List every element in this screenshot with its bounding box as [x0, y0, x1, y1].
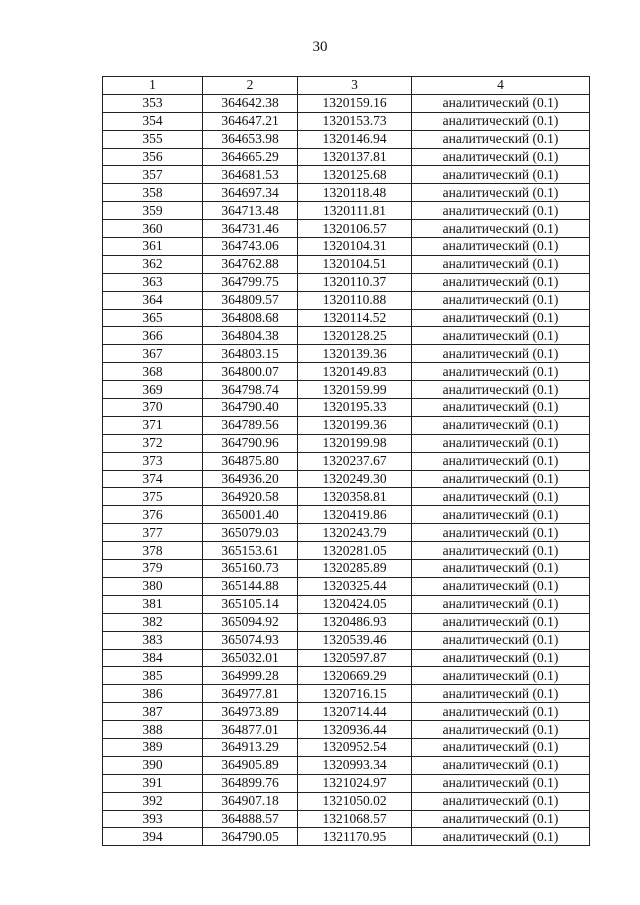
y-coordinate-cell: 1320195.33 [298, 399, 412, 417]
x-coordinate-cell: 364665.29 [203, 148, 298, 166]
point-number-cell: 376 [103, 506, 203, 524]
y-coordinate-cell: 1320249.30 [298, 470, 412, 488]
table-row [103, 542, 590, 560]
point-number-cell: 354 [103, 112, 203, 130]
table-row [103, 399, 590, 417]
method-cell: аналитический (0.1) [412, 506, 590, 524]
method-cell: аналитический (0.1) [412, 524, 590, 542]
y-coordinate-cell: 1320597.87 [298, 649, 412, 667]
table-row [103, 345, 590, 363]
y-coordinate-cell: 1320199.98 [298, 434, 412, 452]
method-cell: аналитический (0.1) [412, 452, 590, 470]
table-row [103, 273, 590, 291]
y-coordinate-cell: 1320106.57 [298, 220, 412, 238]
point-number-cell: 378 [103, 542, 203, 560]
method-cell: аналитический (0.1) [412, 721, 590, 739]
method-cell: аналитический (0.1) [412, 381, 590, 399]
table-row [103, 327, 590, 345]
point-number-cell: 367 [103, 345, 203, 363]
table-row [103, 381, 590, 399]
y-coordinate-cell: 1320118.48 [298, 184, 412, 202]
method-cell: аналитический (0.1) [412, 810, 590, 828]
x-coordinate-cell: 365105.14 [203, 595, 298, 613]
method-cell: аналитический (0.1) [412, 166, 590, 184]
point-number-cell: 374 [103, 470, 203, 488]
y-coordinate-cell: 1320281.05 [298, 542, 412, 560]
point-number-cell: 360 [103, 220, 203, 238]
column-header-2: 2 [203, 77, 298, 95]
method-cell: аналитический (0.1) [412, 130, 590, 148]
point-number-cell: 384 [103, 649, 203, 667]
table-row [103, 703, 590, 721]
method-cell: аналитический (0.1) [412, 148, 590, 166]
method-cell: аналитический (0.1) [412, 577, 590, 595]
page-number: 30 [312, 39, 328, 55]
y-coordinate-cell: 1320952.54 [298, 738, 412, 756]
column-header-3: 3 [298, 77, 412, 95]
point-number-cell: 370 [103, 399, 203, 417]
y-coordinate-cell: 1320159.16 [298, 94, 412, 112]
table-row [103, 184, 590, 202]
y-coordinate-cell: 1320199.36 [298, 416, 412, 434]
method-cell: аналитический (0.1) [412, 774, 590, 792]
table-body [103, 94, 590, 845]
table-row [103, 738, 590, 756]
y-coordinate-cell: 1320993.34 [298, 756, 412, 774]
point-number-cell: 393 [103, 810, 203, 828]
method-cell: аналитический (0.1) [412, 327, 590, 345]
point-number-cell: 380 [103, 577, 203, 595]
point-number-cell: 356 [103, 148, 203, 166]
column-header-4: 4 [412, 77, 590, 95]
x-coordinate-cell: 364731.46 [203, 220, 298, 238]
x-coordinate-cell: 365160.73 [203, 560, 298, 578]
point-number-cell: 388 [103, 721, 203, 739]
y-coordinate-cell: 1320104.51 [298, 255, 412, 273]
method-cell: аналитический (0.1) [412, 94, 590, 112]
x-coordinate-cell: 364803.15 [203, 345, 298, 363]
y-coordinate-cell: 1320139.36 [298, 345, 412, 363]
table-row [103, 560, 590, 578]
x-coordinate-cell: 364681.53 [203, 166, 298, 184]
y-coordinate-cell: 1320539.46 [298, 631, 412, 649]
x-coordinate-cell: 364905.89 [203, 756, 298, 774]
table-header [103, 77, 590, 95]
method-cell: аналитический (0.1) [412, 595, 590, 613]
point-number-cell: 390 [103, 756, 203, 774]
x-coordinate-cell: 365001.40 [203, 506, 298, 524]
method-cell: аналитический (0.1) [412, 363, 590, 381]
x-coordinate-cell: 364809.57 [203, 291, 298, 309]
x-coordinate-cell: 364713.48 [203, 202, 298, 220]
x-coordinate-cell: 365144.88 [203, 577, 298, 595]
y-coordinate-cell: 1320237.67 [298, 452, 412, 470]
table-row [103, 166, 590, 184]
point-number-cell: 392 [103, 792, 203, 810]
point-number-cell: 368 [103, 363, 203, 381]
table-row [103, 685, 590, 703]
x-coordinate-cell: 364642.38 [203, 94, 298, 112]
method-cell: аналитический (0.1) [412, 488, 590, 506]
y-coordinate-cell: 1320137.81 [298, 148, 412, 166]
point-number-cell: 394 [103, 828, 203, 846]
table-row [103, 434, 590, 452]
x-coordinate-cell: 364877.01 [203, 721, 298, 739]
x-coordinate-cell: 364920.58 [203, 488, 298, 506]
method-cell: аналитический (0.1) [412, 345, 590, 363]
x-coordinate-cell: 364973.89 [203, 703, 298, 721]
method-cell: аналитический (0.1) [412, 470, 590, 488]
x-coordinate-cell: 364936.20 [203, 470, 298, 488]
point-number-cell: 391 [103, 774, 203, 792]
table-row [103, 774, 590, 792]
x-coordinate-cell: 364999.28 [203, 667, 298, 685]
y-coordinate-cell: 1320159.99 [298, 381, 412, 399]
x-coordinate-cell: 364804.38 [203, 327, 298, 345]
table-row [103, 112, 590, 130]
point-number-cell: 389 [103, 738, 203, 756]
point-number-cell: 364 [103, 291, 203, 309]
y-coordinate-cell: 1320936.44 [298, 721, 412, 739]
y-coordinate-cell: 1321068.57 [298, 810, 412, 828]
method-cell: аналитический (0.1) [412, 202, 590, 220]
x-coordinate-cell: 365079.03 [203, 524, 298, 542]
x-coordinate-cell: 365094.92 [203, 613, 298, 631]
method-cell: аналитический (0.1) [412, 309, 590, 327]
table-row [103, 309, 590, 327]
table-row [103, 721, 590, 739]
x-coordinate-cell: 364647.21 [203, 112, 298, 130]
y-coordinate-cell: 1321170.95 [298, 828, 412, 846]
table-row [103, 577, 590, 595]
method-cell: аналитический (0.1) [412, 613, 590, 631]
table-row [103, 291, 590, 309]
x-coordinate-cell: 364808.68 [203, 309, 298, 327]
y-coordinate-cell: 1320128.25 [298, 327, 412, 345]
y-coordinate-cell: 1320285.89 [298, 560, 412, 578]
point-number-cell: 365 [103, 309, 203, 327]
x-coordinate-cell: 364913.29 [203, 738, 298, 756]
x-coordinate-cell: 364743.06 [203, 238, 298, 256]
x-coordinate-cell: 364790.05 [203, 828, 298, 846]
method-cell: аналитический (0.1) [412, 238, 590, 256]
x-coordinate-cell: 364899.76 [203, 774, 298, 792]
point-number-cell: 366 [103, 327, 203, 345]
point-number-cell: 355 [103, 130, 203, 148]
point-number-cell: 361 [103, 238, 203, 256]
table-row [103, 416, 590, 434]
method-cell: аналитический (0.1) [412, 756, 590, 774]
table-row [103, 148, 590, 166]
y-coordinate-cell: 1320114.52 [298, 309, 412, 327]
table-row [103, 631, 590, 649]
table-row [103, 756, 590, 774]
table-row [103, 238, 590, 256]
x-coordinate-cell: 364800.07 [203, 363, 298, 381]
table-row [103, 828, 590, 846]
method-cell: аналитический (0.1) [412, 667, 590, 685]
point-number-cell: 386 [103, 685, 203, 703]
y-coordinate-cell: 1320110.88 [298, 291, 412, 309]
coordinates-table [102, 76, 590, 846]
table-row [103, 595, 590, 613]
point-number-cell: 363 [103, 273, 203, 291]
method-cell: аналитический (0.1) [412, 416, 590, 434]
column-header-1: 1 [103, 77, 203, 95]
y-coordinate-cell: 1320243.79 [298, 524, 412, 542]
method-cell: аналитический (0.1) [412, 434, 590, 452]
y-coordinate-cell: 1320669.29 [298, 667, 412, 685]
method-cell: аналитический (0.1) [412, 399, 590, 417]
header-row [103, 77, 590, 95]
y-coordinate-cell: 1320358.81 [298, 488, 412, 506]
y-coordinate-cell: 1320153.73 [298, 112, 412, 130]
point-number-cell: 371 [103, 416, 203, 434]
point-number-cell: 377 [103, 524, 203, 542]
y-coordinate-cell: 1321024.97 [298, 774, 412, 792]
x-coordinate-cell: 364762.88 [203, 255, 298, 273]
x-coordinate-cell: 365153.61 [203, 542, 298, 560]
point-number-cell: 362 [103, 255, 203, 273]
y-coordinate-cell: 1320146.94 [298, 130, 412, 148]
point-number-cell: 372 [103, 434, 203, 452]
table-row [103, 470, 590, 488]
method-cell: аналитический (0.1) [412, 184, 590, 202]
y-coordinate-cell: 1320125.68 [298, 166, 412, 184]
point-number-cell: 383 [103, 631, 203, 649]
table-row [103, 613, 590, 631]
table-row [103, 130, 590, 148]
method-cell: аналитический (0.1) [412, 273, 590, 291]
method-cell: аналитический (0.1) [412, 738, 590, 756]
table-row [103, 667, 590, 685]
y-coordinate-cell: 1320714.44 [298, 703, 412, 721]
y-coordinate-cell: 1320149.83 [298, 363, 412, 381]
x-coordinate-cell: 364799.75 [203, 273, 298, 291]
table-row [103, 810, 590, 828]
method-cell: аналитический (0.1) [412, 112, 590, 130]
point-number-cell: 379 [103, 560, 203, 578]
table-row [103, 452, 590, 470]
method-cell: аналитический (0.1) [412, 703, 590, 721]
method-cell: аналитический (0.1) [412, 828, 590, 846]
table-row [103, 488, 590, 506]
y-coordinate-cell: 1320111.81 [298, 202, 412, 220]
method-cell: аналитический (0.1) [412, 542, 590, 560]
table-row [103, 94, 590, 112]
x-coordinate-cell: 365074.93 [203, 631, 298, 649]
table-row [103, 792, 590, 810]
point-number-cell: 375 [103, 488, 203, 506]
method-cell: аналитический (0.1) [412, 649, 590, 667]
point-number-cell: 382 [103, 613, 203, 631]
x-coordinate-cell: 364697.34 [203, 184, 298, 202]
method-cell: аналитический (0.1) [412, 631, 590, 649]
table-row [103, 255, 590, 273]
table-row [103, 202, 590, 220]
y-coordinate-cell: 1320419.86 [298, 506, 412, 524]
table-row [103, 220, 590, 238]
table-row [103, 524, 590, 542]
method-cell: аналитический (0.1) [412, 792, 590, 810]
method-cell: аналитический (0.1) [412, 220, 590, 238]
y-coordinate-cell: 1320424.05 [298, 595, 412, 613]
point-number-cell: 359 [103, 202, 203, 220]
x-coordinate-cell: 364790.96 [203, 434, 298, 452]
y-coordinate-cell: 1320716.15 [298, 685, 412, 703]
x-coordinate-cell: 364977.81 [203, 685, 298, 703]
x-coordinate-cell: 364653.98 [203, 130, 298, 148]
point-number-cell: 381 [103, 595, 203, 613]
x-coordinate-cell: 364875.80 [203, 452, 298, 470]
x-coordinate-cell: 365032.01 [203, 649, 298, 667]
y-coordinate-cell: 1320104.31 [298, 238, 412, 256]
x-coordinate-cell: 364790.40 [203, 399, 298, 417]
point-number-cell: 387 [103, 703, 203, 721]
point-number-cell: 373 [103, 452, 203, 470]
point-number-cell: 385 [103, 667, 203, 685]
method-cell: аналитический (0.1) [412, 291, 590, 309]
method-cell: аналитический (0.1) [412, 685, 590, 703]
table-row [103, 506, 590, 524]
point-number-cell: 369 [103, 381, 203, 399]
point-number-cell: 357 [103, 166, 203, 184]
x-coordinate-cell: 364789.56 [203, 416, 298, 434]
x-coordinate-cell: 364888.57 [203, 810, 298, 828]
y-coordinate-cell: 1321050.02 [298, 792, 412, 810]
point-number-cell: 358 [103, 184, 203, 202]
x-coordinate-cell: 364907.18 [203, 792, 298, 810]
method-cell: аналитический (0.1) [412, 560, 590, 578]
table-row [103, 649, 590, 667]
table-row [103, 363, 590, 381]
method-cell: аналитический (0.1) [412, 255, 590, 273]
y-coordinate-cell: 1320110.37 [298, 273, 412, 291]
y-coordinate-cell: 1320325.44 [298, 577, 412, 595]
x-coordinate-cell: 364798.74 [203, 381, 298, 399]
y-coordinate-cell: 1320486.93 [298, 613, 412, 631]
point-number-cell: 353 [103, 94, 203, 112]
